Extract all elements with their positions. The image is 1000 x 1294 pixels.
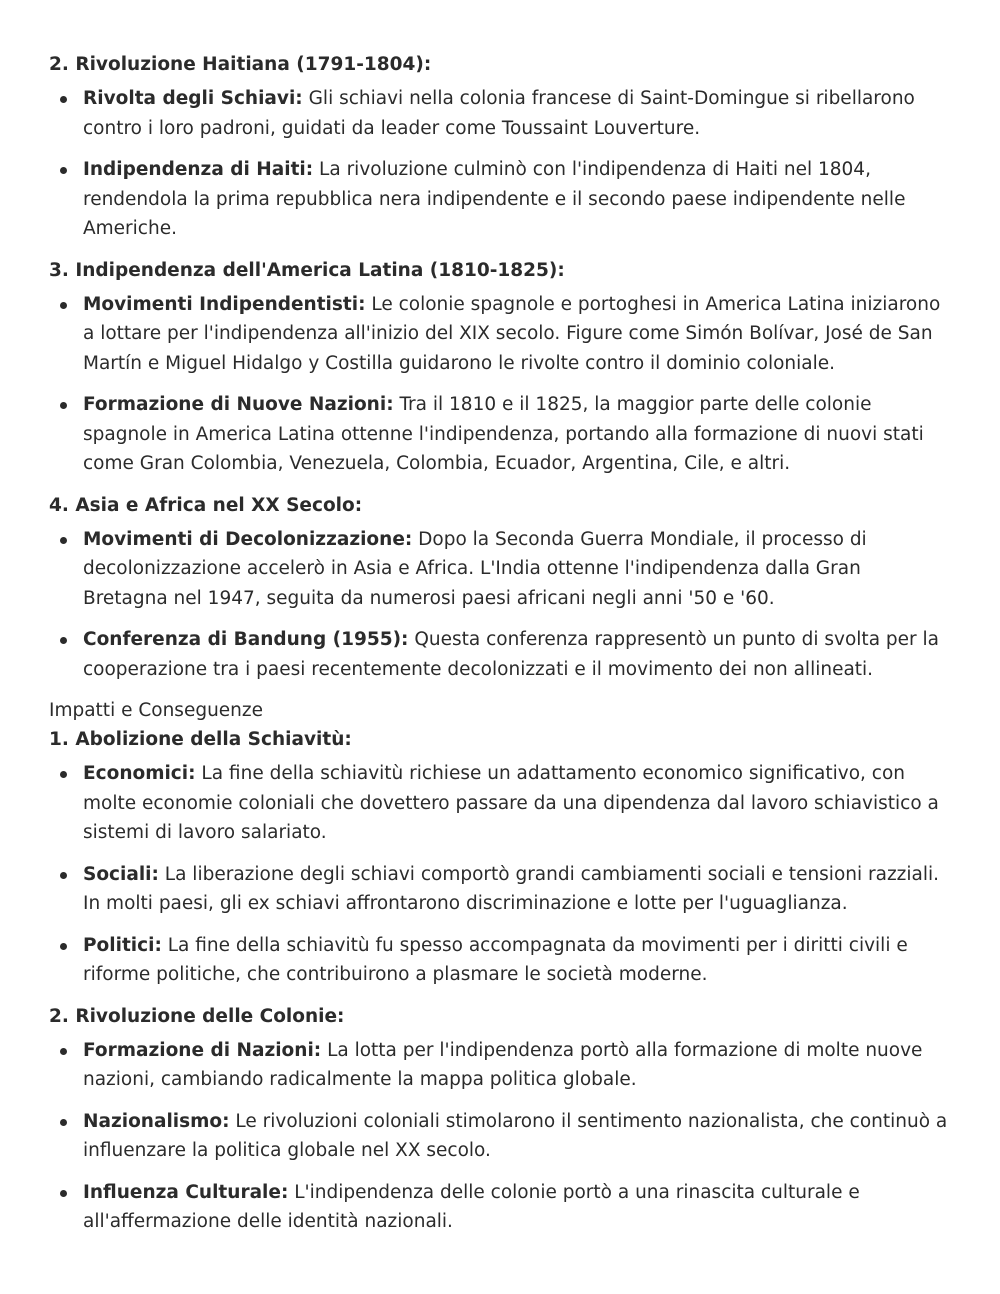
section-heading: 2. Rivoluzione Haitiana (1791-1804):: [49, 54, 432, 75]
item-text: La liberazione degli schiavi comportò grandi cambiamenti sociali e tensioni razziali. In molti paesi, gli ex schiavi affrontarono discriminazione e lotte per l'uguaglianza.: [83, 863, 940, 914]
list-item: [49, 1036, 949, 1095]
bullet-icon: [60, 1119, 67, 1126]
section-colonies-revolution: [49, 1002, 949, 1237]
item-text: La rivoluzione culminò con l'indipendenza di Haiti nel 1804, rendendola la prima repubblica nera indipendente e il secondo paese indipendente nelle Americhe.: [83, 159, 906, 239]
bullet-icon: [60, 167, 67, 174]
item-term: Indipendenza di Haiti:: [83, 159, 314, 180]
item-term: Movimenti Indipendentisti:: [83, 293, 366, 315]
section-haitian-revolution: [49, 50, 949, 244]
item-term: Rivolta degli Schiavi:: [83, 88, 303, 109]
item-text: Dopo la Seconda Guerra Mondiale, il processo di decolonizzazione accelerò in Asia e Africa. L'India ottenne l'indipendenza dalla Gran Bretagna nel 1947, seguita da numerosi paesi africani negli anni '50 e '60.: [83, 528, 867, 609]
item-text: La fine della schiavitù fu spesso accompagnata da movimenti per i diritti civili e riforme politiche, che contribuirono a plasmare le società moderne.: [83, 934, 908, 985]
item-term: Formazione di Nuove Nazioni:: [83, 394, 394, 415]
item-text: La fine della schiavitù richiese un adattamento economico significativo, con molte economie coloniali che dovettero passare da una dipendenza dal lavoro schiavistico a sistemi di lavoro salariato.: [83, 763, 939, 843]
item-term: Economici:: [83, 763, 196, 784]
item-text: La lotta per l'indipendenza portò alla formazione di molte nuove nazioni, cambiando radicalmente la mappa politica globale.: [83, 1039, 923, 1090]
section-heading: 2. Rivoluzione delle Colonie:: [49, 1005, 345, 1027]
item-term: Conferenza di Bandung (1955):: [83, 629, 409, 650]
list-item: [49, 155, 949, 244]
item-term: Politici:: [83, 934, 162, 956]
section-abolition: [49, 725, 949, 990]
item-text: L'indipendenza delle colonie portò a una rinascita culturale e all'affermazione delle identità nazionali.: [83, 1181, 860, 1232]
item-text: Questa conferenza rappresentò un punto di svolta per la cooperazione tra i paesi recentemente decolonizzati e il movimento dei non allineati.: [83, 629, 939, 680]
bullet-list: [49, 84, 949, 244]
item-term: Formazione di Nazioni:: [83, 1039, 322, 1061]
bullet-icon: [60, 637, 67, 644]
section-asia-africa: [49, 491, 949, 685]
section-heading: 4. Asia e Africa nel XX Secolo:: [49, 494, 363, 516]
bullet-list: [49, 290, 949, 479]
list-item: [49, 390, 949, 479]
list-item: [49, 1178, 949, 1237]
bullet-icon: [60, 96, 67, 103]
bullet-icon: [60, 1048, 67, 1055]
list-item: [49, 759, 949, 848]
item-text: Le rivoluzioni coloniali stimolarono il sentimento nazionalista, che continuò a influenzare la politica globale nel XX secolo.: [83, 1110, 948, 1161]
list-item: [49, 931, 949, 990]
section-latin-america: [49, 256, 949, 479]
subtitle-impacts: Impatti e Conseguenze: [49, 700, 263, 721]
list-item: [49, 1107, 949, 1166]
item-term: Influenza Culturale:: [83, 1181, 289, 1203]
bullet-list: [49, 525, 949, 685]
list-item: [49, 84, 949, 143]
list-item: [49, 860, 949, 919]
item-text: Le colonie spagnole e portoghesi in America Latina iniziarono a lottare per l'indipendenza all'inizio del XIX secolo. Figure come Simón Bolívar, José de San Martín e Miguel Hidalgo y Costilla guidarono le rivolte contro il dominio coloniale.: [83, 293, 941, 374]
section-heading: 1. Abolizione della Schiavitù:: [49, 729, 352, 750]
bullet-icon: [60, 943, 67, 950]
item-term: Movimenti di Decolonizzazione:: [83, 528, 413, 550]
item-text: Gli schiavi nella colonia francese di Saint-Domingue si ribellarono contro i loro padroni, guidati da leader come Toussaint Louverture.: [83, 88, 915, 139]
bullet-list: [49, 1036, 949, 1237]
list-item: [49, 625, 949, 684]
bullet-icon: [60, 1190, 67, 1197]
bullet-icon: [60, 302, 67, 309]
bullet-icon: [60, 537, 67, 544]
item-term: Nazionalismo:: [83, 1110, 230, 1132]
item-term: Sociali:: [83, 863, 159, 885]
list-item: [49, 525, 949, 614]
bullet-list: [49, 759, 949, 990]
bullet-icon: [60, 872, 67, 879]
item-text: Tra il 1810 e il 1825, la maggior parte delle colonie spagnole in America Latina ottenne l'indipendenza, portando alla formazione di nuovi stati come Gran Colombia, Venezuela, Colombia, Ecuador, Argentina, Cile, e altri.: [83, 394, 924, 474]
bullet-icon: [60, 771, 67, 778]
list-item: [49, 290, 949, 379]
bullet-icon: [60, 402, 67, 409]
section-heading: 3. Indipendenza dell'America Latina (1810-1825):: [49, 259, 565, 281]
